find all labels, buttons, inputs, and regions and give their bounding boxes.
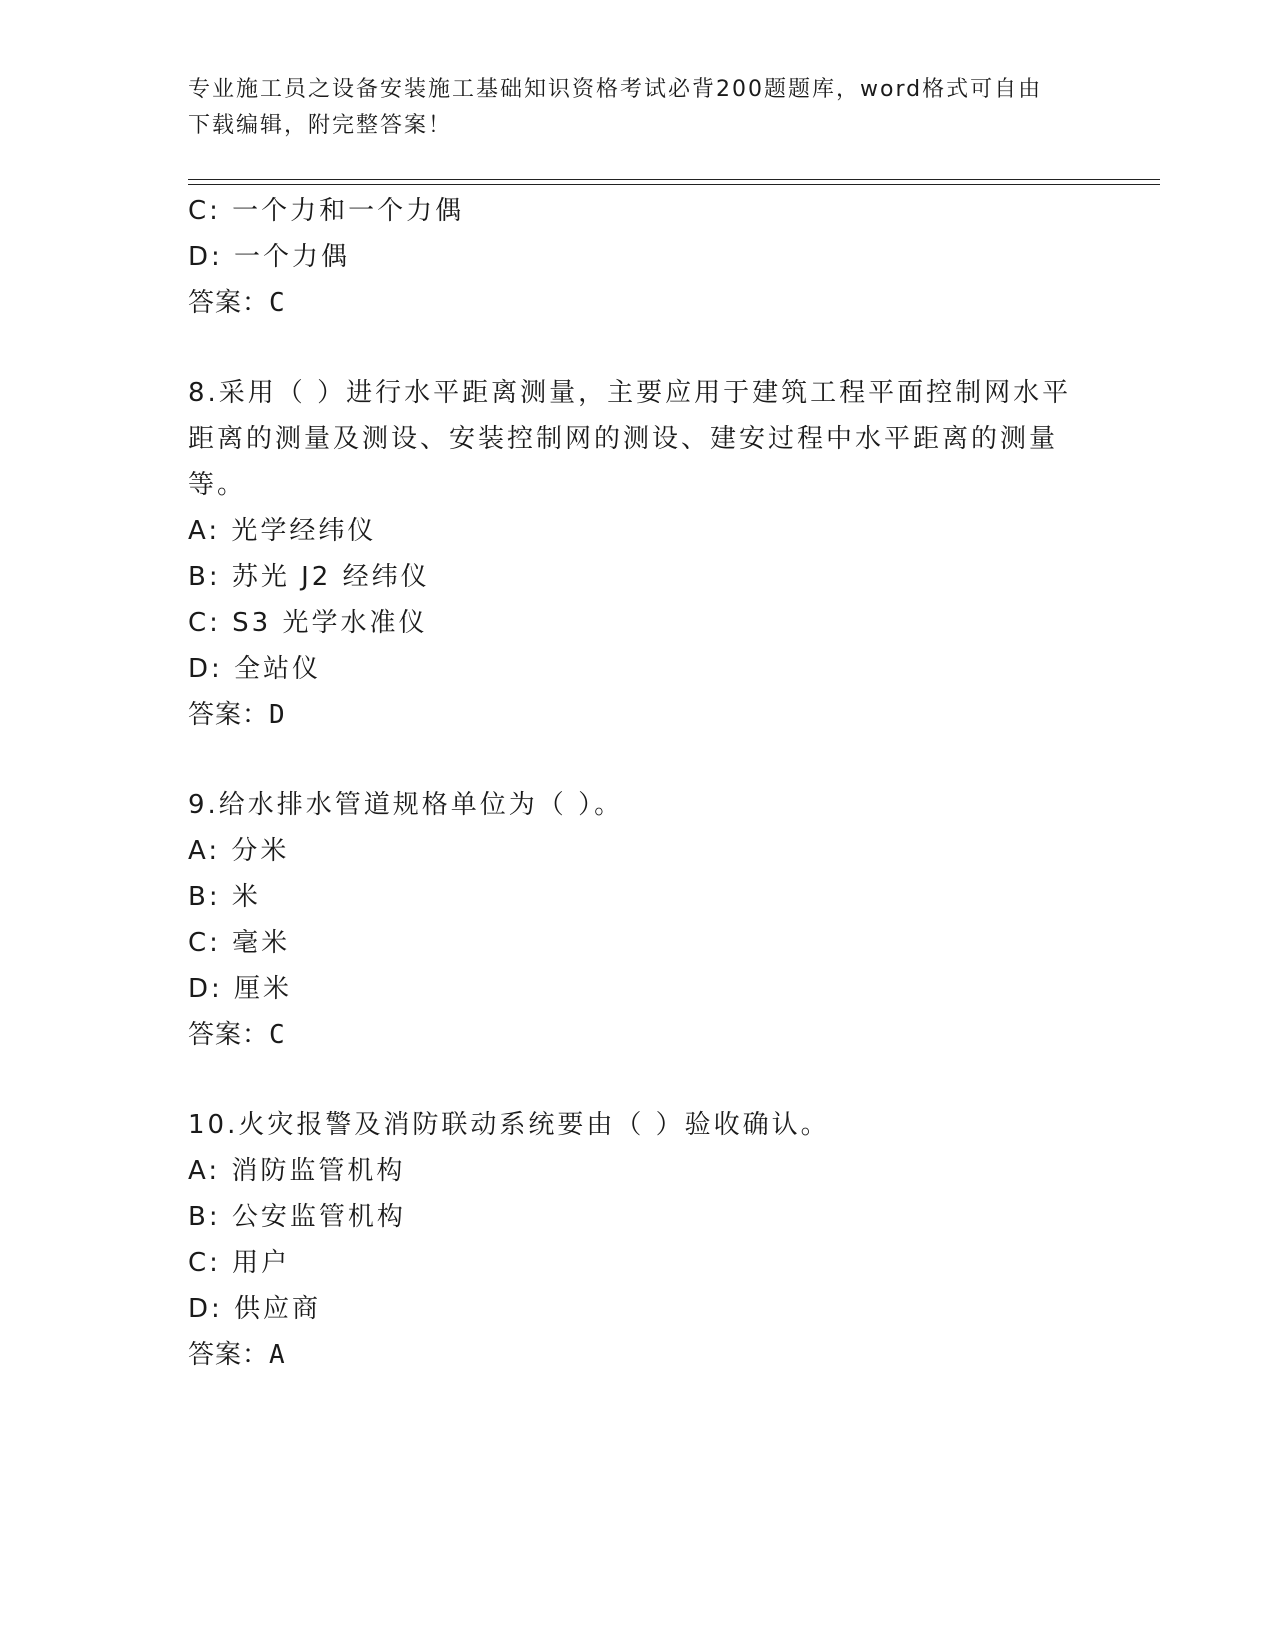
option-a: A: 分米 (188, 836, 290, 866)
option-a: A: 光学经纬仪 (188, 516, 377, 546)
header-divider-top (188, 179, 1160, 180)
header-title-line-2: 下载编辑，附完整答案！ (188, 113, 453, 138)
question-block-8 (188, 370, 1088, 738)
option-c: C: S3 光学水准仪 (188, 608, 428, 638)
question-block-prev (188, 188, 1088, 326)
header-title-line-1: 专业施工员之设备安装施工基础知识资格考试必背200题题库，word格式可自由 (188, 77, 1043, 102)
question-block-9 (188, 782, 1088, 1058)
document-header (188, 72, 1088, 144)
question-text: 9.给水排水管道规格单位为（ ）。 (188, 790, 624, 820)
question-text: 10.火灾报警及消防联动系统要由（ ）验收确认。 (188, 1110, 830, 1140)
option-d: D: 全站仪 (188, 654, 322, 684)
answer-line: 答案：C (188, 1020, 286, 1050)
answer-line: 答案：A (188, 1340, 286, 1370)
option-c: C: 毫米 (188, 928, 291, 958)
option-d: D: 一个力偶 (188, 242, 351, 272)
option-b: B: 苏光 J2 经纬仪 (188, 562, 430, 592)
option-a: A: 消防监管机构 (188, 1156, 406, 1186)
question-list (188, 188, 1088, 1378)
answer-line: 答案：D (188, 700, 286, 730)
spacer (188, 326, 1088, 370)
option-b: B: 米 (188, 882, 261, 912)
option-b: B: 公安监管机构 (188, 1202, 406, 1232)
option-c: C: 一个力和一个力偶 (188, 196, 465, 226)
question-text: 8.采用（ ）进行水平距离测量，主要应用于建筑工程平面控制网水平距离的测量及测设、安装控制网的测设、建安过程中水平距离的测量等。 (188, 378, 1072, 500)
header-divider-bottom (188, 184, 1160, 185)
spacer (188, 1058, 1088, 1102)
spacer (188, 738, 1088, 782)
option-c: C: 用户 (188, 1248, 291, 1278)
option-d: D: 厘米 (188, 974, 293, 1004)
answer-line: 答案：C (188, 288, 286, 318)
option-d: D: 供应商 (188, 1294, 322, 1324)
question-block-10 (188, 1102, 1088, 1378)
